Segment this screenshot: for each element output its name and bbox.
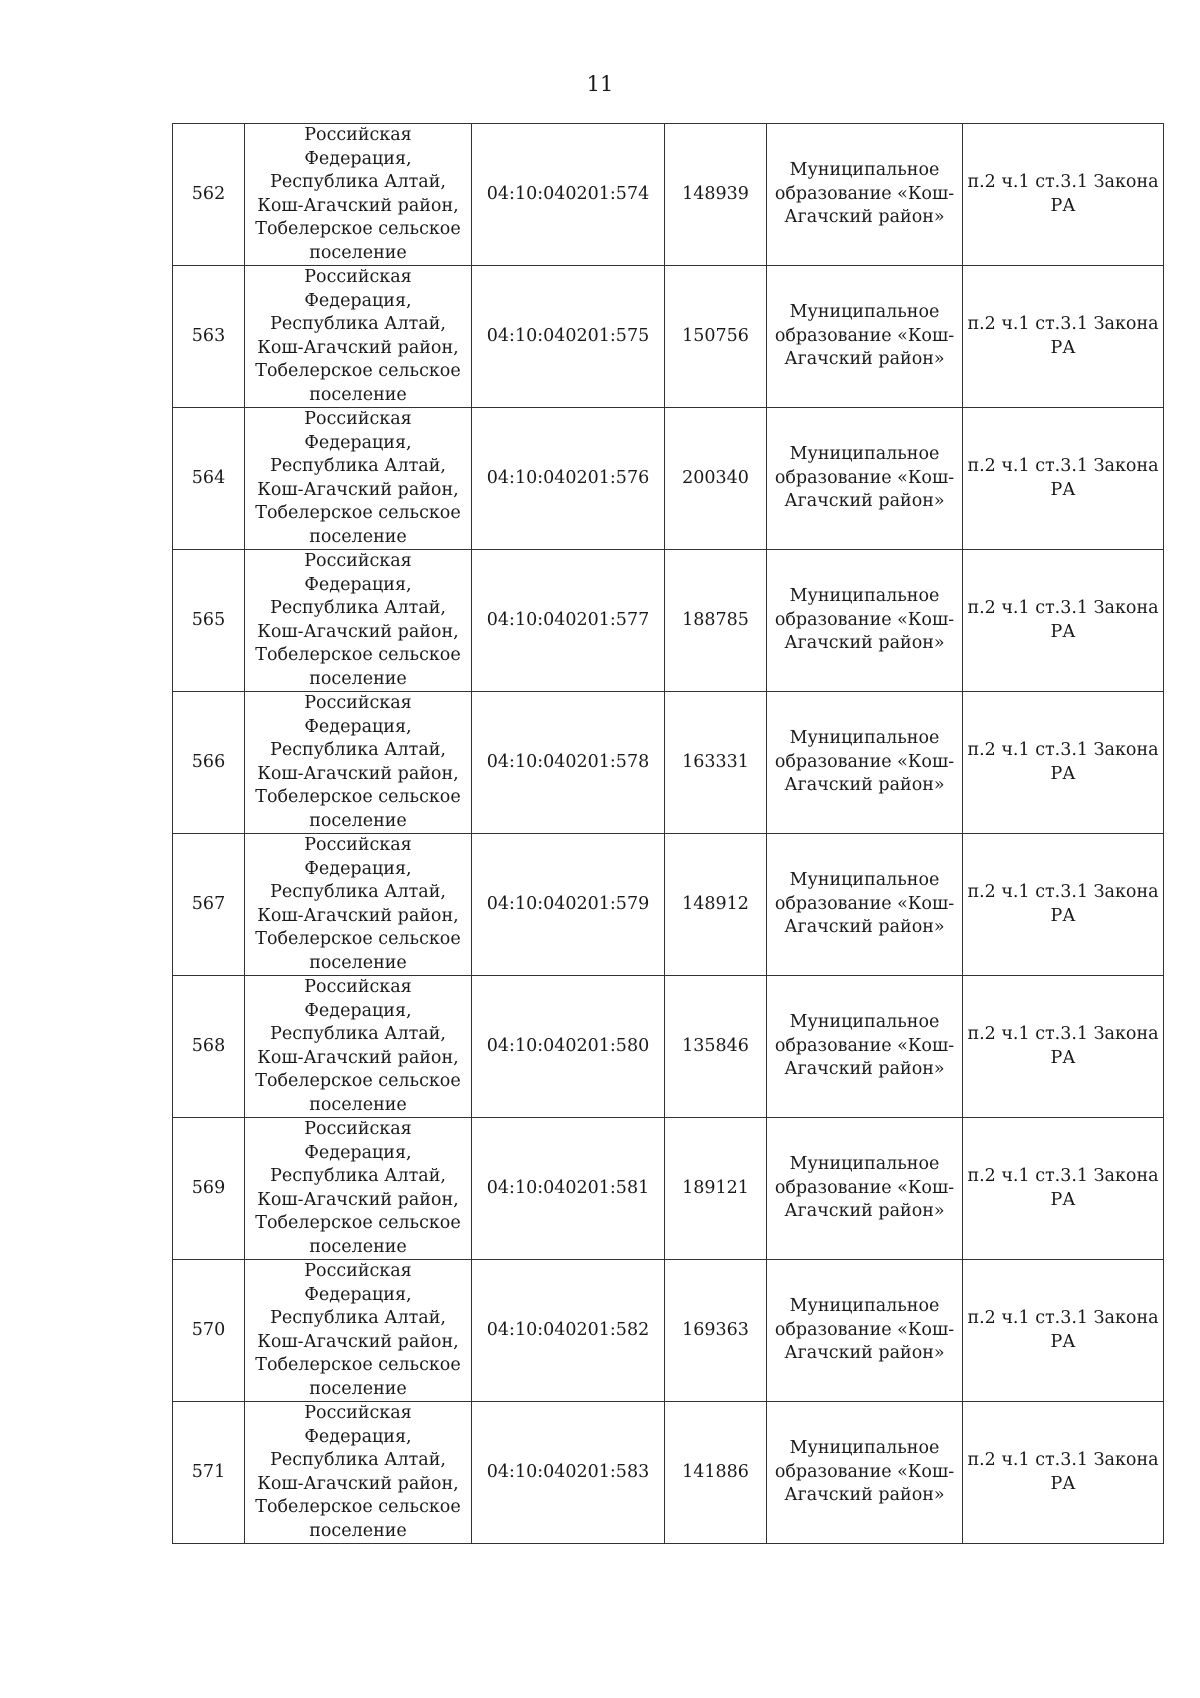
address-line: Тобелерское сельское: [255, 645, 461, 665]
law-line: РА: [1050, 905, 1076, 926]
address-line: Российская Федерация,: [304, 551, 412, 595]
address-line: поселение: [309, 242, 407, 263]
row-number-cell: 562: [173, 124, 245, 266]
area-cell: 135846: [665, 976, 767, 1118]
owner-line: Агачский район»: [784, 491, 945, 512]
owner-line: Муниципальное: [789, 1296, 940, 1317]
address-line: Российская Федерация,: [304, 1403, 412, 1447]
area-cell: 189121: [665, 1118, 767, 1260]
owner-line: образование «Кош-: [774, 609, 955, 630]
law-line: РА: [1050, 337, 1076, 358]
legal-basis-cell: [963, 692, 1164, 834]
law-line: РА: [1050, 195, 1076, 216]
law-line: РА: [1050, 479, 1076, 500]
legal-basis-cell: [963, 124, 1164, 266]
address-line: Тобелерское сельское: [255, 929, 461, 949]
address-line: Республика Алтай,: [270, 1024, 446, 1044]
address-line: Республика Алтай,: [270, 1308, 446, 1328]
owner-line: Агачский район»: [784, 917, 945, 938]
row-number-cell: 570: [173, 1260, 245, 1402]
owner-line: образование «Кош-: [774, 183, 955, 204]
area-cell: 169363: [665, 1260, 767, 1402]
address-cell: [245, 1118, 472, 1260]
owner-cell: [767, 124, 963, 266]
address-line: поселение: [309, 1094, 407, 1115]
address-line: Российская Федерация,: [304, 409, 412, 453]
address-line: Кош-Агачский район,: [257, 337, 459, 358]
address-line: поселение: [309, 810, 407, 831]
address-line: Российская Федерация,: [304, 835, 412, 879]
owner-line: образование «Кош-: [774, 751, 955, 772]
address-line: Тобелерское сельское: [255, 787, 461, 807]
address-line: Тобелерское сельское: [255, 1213, 461, 1233]
address-line: Тобелерское сельское: [255, 361, 461, 381]
address-line: Республика Алтай,: [270, 456, 446, 476]
owner-line: Муниципальное: [789, 1438, 940, 1459]
law-line: п.2 ч.1 ст.3.1 Закона: [967, 598, 1159, 618]
law-line: РА: [1050, 763, 1076, 784]
address-line: Российская Федерация,: [304, 125, 412, 169]
legal-basis-cell: [963, 976, 1164, 1118]
address-line: Тобелерское сельское: [255, 503, 461, 523]
cadastral-number-cell: 04:10:040201:583: [472, 1402, 665, 1544]
cadastral-number-cell: 04:10:040201:574: [472, 124, 665, 266]
owner-cell: [767, 692, 963, 834]
law-line: п.2 ч.1 ст.3.1 Закона: [967, 1166, 1159, 1186]
address-line: Республика Алтай,: [270, 1450, 446, 1470]
address-line: поселение: [309, 526, 407, 547]
address-line: Кош-Агачский район,: [257, 195, 459, 216]
table-row: [173, 1118, 1164, 1260]
owner-cell: [767, 550, 963, 692]
cadastral-number-cell: 04:10:040201:579: [472, 834, 665, 976]
legal-basis-cell: [963, 834, 1164, 976]
owner-line: Агачский район»: [784, 633, 945, 654]
law-line: п.2 ч.1 ст.3.1 Закона: [967, 314, 1159, 334]
area-cell: 141886: [665, 1402, 767, 1544]
row-number-cell: 563: [173, 266, 245, 408]
owner-cell: [767, 266, 963, 408]
address-line: Республика Алтай,: [270, 740, 446, 760]
address-line: Кош-Агачский район,: [257, 479, 459, 500]
owner-line: образование «Кош-: [774, 467, 955, 488]
address-line: Республика Алтай,: [270, 172, 446, 192]
address-line: поселение: [309, 1236, 407, 1257]
address-line: поселение: [309, 668, 407, 689]
owner-line: Муниципальное: [789, 870, 940, 891]
address-cell: [245, 1260, 472, 1402]
address-line: Тобелерское сельское: [255, 1355, 461, 1375]
law-line: РА: [1050, 1473, 1076, 1494]
address-line: Кош-Агачский район,: [257, 905, 459, 926]
law-line: п.2 ч.1 ст.3.1 Закона: [967, 1450, 1159, 1470]
row-number-cell: 565: [173, 550, 245, 692]
address-line: Республика Алтай,: [270, 598, 446, 618]
address-line: Тобелерское сельское: [255, 219, 461, 239]
owner-cell: [767, 408, 963, 550]
law-line: п.2 ч.1 ст.3.1 Закона: [967, 882, 1159, 902]
row-number-cell: 569: [173, 1118, 245, 1260]
address-line: Кош-Агачский район,: [257, 763, 459, 784]
cadastral-number-cell: 04:10:040201:580: [472, 976, 665, 1118]
owner-line: Муниципальное: [789, 728, 940, 749]
address-line: Кош-Агачский район,: [257, 1473, 459, 1494]
owner-line: Агачский район»: [784, 1201, 945, 1222]
cadastral-number-cell: 04:10:040201:581: [472, 1118, 665, 1260]
cadastral-number-cell: 04:10:040201:575: [472, 266, 665, 408]
area-cell: 148939: [665, 124, 767, 266]
legal-basis-cell: [963, 266, 1164, 408]
law-line: п.2 ч.1 ст.3.1 Закона: [967, 172, 1159, 192]
address-line: Тобелерское сельское: [255, 1497, 461, 1517]
cadastral-number-cell: 04:10:040201:577: [472, 550, 665, 692]
address-line: Кош-Агачский район,: [257, 1331, 459, 1352]
address-line: Кош-Агачский район,: [257, 621, 459, 642]
address-cell: [245, 692, 472, 834]
table-row: [173, 266, 1164, 408]
cadastral-number-cell: 04:10:040201:578: [472, 692, 665, 834]
owner-line: образование «Кош-: [774, 1319, 955, 1340]
law-line: п.2 ч.1 ст.3.1 Закона: [967, 1024, 1159, 1044]
table-row: [173, 1402, 1164, 1544]
owner-line: Агачский район»: [784, 1343, 945, 1364]
owner-cell: [767, 1118, 963, 1260]
law-line: РА: [1050, 1047, 1076, 1068]
address-cell: [245, 976, 472, 1118]
legal-basis-cell: [963, 408, 1164, 550]
cadastral-number-cell: 04:10:040201:576: [472, 408, 665, 550]
table-row: [173, 692, 1164, 834]
address-line: поселение: [309, 952, 407, 973]
law-line: РА: [1050, 1331, 1076, 1352]
address-line: Российская Федерация,: [304, 267, 412, 311]
owner-line: Агачский район»: [784, 1485, 945, 1506]
table-row: [173, 834, 1164, 976]
owner-line: образование «Кош-: [774, 1035, 955, 1056]
address-line: Республика Алтай,: [270, 1166, 446, 1186]
owner-cell: [767, 976, 963, 1118]
row-number-cell: 571: [173, 1402, 245, 1544]
owner-cell: [767, 1260, 963, 1402]
owner-line: Агачский район»: [784, 1059, 945, 1080]
legal-basis-cell: [963, 1260, 1164, 1402]
owner-line: Агачский район»: [784, 207, 945, 228]
legal-basis-cell: [963, 550, 1164, 692]
table-row: [173, 1260, 1164, 1402]
area-cell: 150756: [665, 266, 767, 408]
area-cell: 163331: [665, 692, 767, 834]
address-line: Республика Алтай,: [270, 314, 446, 334]
law-line: п.2 ч.1 ст.3.1 Закона: [967, 1308, 1159, 1328]
row-number-cell: 566: [173, 692, 245, 834]
cadastral-number-cell: 04:10:040201:582: [472, 1260, 665, 1402]
table-row: [173, 976, 1164, 1118]
address-line: Российская Федерация,: [304, 977, 412, 1021]
owner-line: Муниципальное: [789, 586, 940, 607]
owner-line: Муниципальное: [789, 1154, 940, 1175]
owner-line: Муниципальное: [789, 444, 940, 465]
area-cell: 188785: [665, 550, 767, 692]
address-cell: [245, 834, 472, 976]
address-cell: [245, 1402, 472, 1544]
owner-line: образование «Кош-: [774, 1461, 955, 1482]
owner-line: образование «Кош-: [774, 325, 955, 346]
row-number-cell: 568: [173, 976, 245, 1118]
row-number-cell: 564: [173, 408, 245, 550]
area-cell: 200340: [665, 408, 767, 550]
address-line: Кош-Агачский район,: [257, 1047, 459, 1068]
table-row: [173, 124, 1164, 266]
address-line: поселение: [309, 1378, 407, 1399]
legal-basis-cell: [963, 1118, 1164, 1260]
owner-line: Муниципальное: [789, 1012, 940, 1033]
row-number-cell: 567: [173, 834, 245, 976]
address-line: Российская Федерация,: [304, 1119, 412, 1163]
owner-line: Муниципальное: [789, 160, 940, 181]
owner-line: Муниципальное: [789, 302, 940, 323]
legal-basis-cell: [963, 1402, 1164, 1544]
address-line: Тобелерское сельское: [255, 1071, 461, 1091]
table-row: [173, 550, 1164, 692]
law-line: п.2 ч.1 ст.3.1 Закона: [967, 456, 1159, 476]
law-line: РА: [1050, 1189, 1076, 1210]
address-line: Российская Федерация,: [304, 1261, 412, 1305]
owner-line: Агачский район»: [784, 349, 945, 370]
land-plot-table: [172, 123, 1164, 1544]
address-cell: [245, 408, 472, 550]
address-cell: [245, 550, 472, 692]
address-line: Кош-Агачский район,: [257, 1189, 459, 1210]
owner-cell: [767, 1402, 963, 1544]
page-number: 11: [586, 72, 614, 96]
address-cell: [245, 124, 472, 266]
area-cell: 148912: [665, 834, 767, 976]
law-line: РА: [1050, 621, 1076, 642]
table-row: [173, 408, 1164, 550]
address-line: Республика Алтай,: [270, 882, 446, 902]
table-body: [173, 124, 1164, 1544]
owner-line: образование «Кош-: [774, 1177, 955, 1198]
address-line: поселение: [309, 1520, 407, 1541]
address-line: Российская Федерация,: [304, 693, 412, 737]
law-line: п.2 ч.1 ст.3.1 Закона: [967, 740, 1159, 760]
owner-cell: [767, 834, 963, 976]
owner-line: образование «Кош-: [774, 893, 955, 914]
address-cell: [245, 266, 472, 408]
owner-line: Агачский район»: [784, 775, 945, 796]
address-line: поселение: [309, 384, 407, 405]
